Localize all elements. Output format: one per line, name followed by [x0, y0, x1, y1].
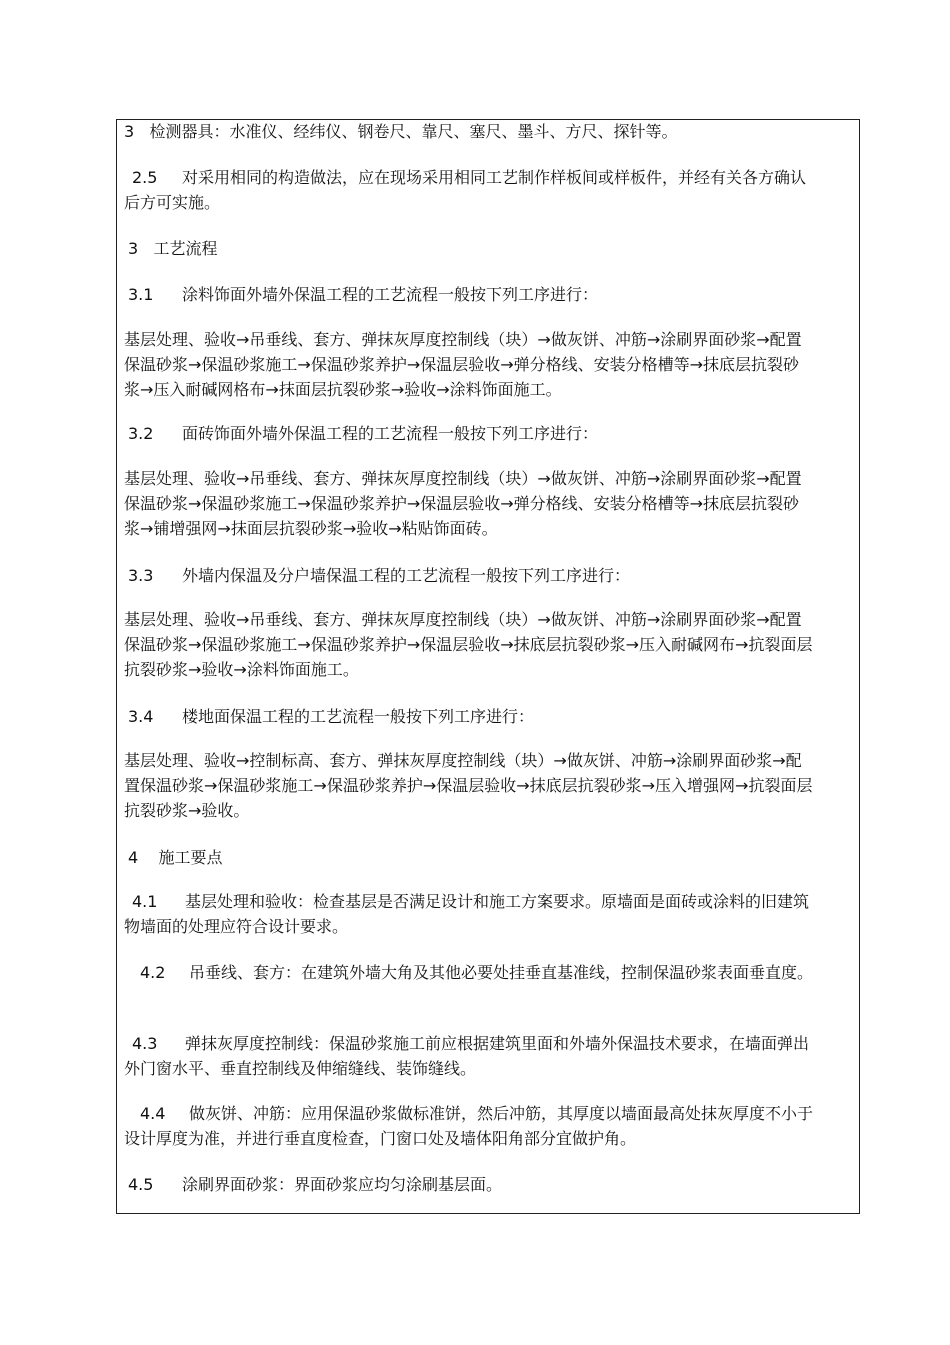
process-text: 基层处理、验收→吊垂线、套方、弹抹灰厚度控制线（块）→做灰饼、冲筋→涂刷界面砂浆→配置保温砂浆→保温砂浆施工→保温砂浆养护→保温层验收→抹底层抗裂砂浆→压入耐碱网布→抗裂面层抗裂砂浆→验收→涂料饰面施工。 — [124, 610, 813, 679]
item-text: 弹抹灰厚度控制线：保温砂浆施工前应根据建筑里面和外墙外保温技术要求，在墙面弹出外门窗水平、垂直控制线及伸缩缝线、装饰缝线。 — [124, 1034, 810, 1078]
process-text: 基层处理、验收→吊垂线、套方、弹抹灰厚度控制线（块）→做灰饼、冲筋→涂刷界面砂浆→配置保温砂浆→保温砂浆施工→保温砂浆养护→保温层验收→弹分格线、安装分格槽等→抹底层抗裂砂浆→压入耐碱网格布→抹面层抗裂砂浆→验收→涂料饰面施工。 — [124, 330, 802, 399]
item-number: 4.3 — [132, 1034, 158, 1053]
item-number: 3.2 — [128, 424, 154, 443]
item-text: 涂刷界面砂浆：界面砂浆应均匀涂刷基层面。 — [182, 1175, 503, 1194]
item-number: 4.5 — [128, 1175, 154, 1194]
item-number: 4.1 — [132, 892, 158, 911]
section-title: 工艺流程 — [153, 239, 218, 258]
item-number: 4.2 — [140, 963, 166, 982]
item-3-1 — [128, 282, 818, 307]
item-3-3 — [128, 563, 818, 588]
item-number: 3.1 — [128, 285, 154, 304]
item-number: 3 — [124, 122, 135, 141]
item-4-5 — [128, 1172, 818, 1197]
section-3-heading — [128, 236, 818, 261]
item-number: 3.3 — [128, 566, 154, 585]
item-number: 3.4 — [128, 707, 154, 726]
equipment-line — [124, 119, 814, 144]
item-number: 2.5 — [132, 168, 158, 187]
item-4-4 — [124, 1101, 814, 1151]
item-3-2 — [128, 421, 818, 446]
item-text: 做灰饼、冲筋：应用保温砂浆做标准饼，然后冲筋，其厚度以墙面最高处抹灰厚度不小于设计厚度为准，并进行垂直度检查，门窗口处及墙体阳角部分宜做护角。 — [124, 1104, 814, 1148]
item-4-1 — [124, 889, 814, 939]
item-2-5 — [124, 165, 814, 215]
item-text: 面砖饰面外墙外保温工程的工艺流程一般按下列工序进行： — [182, 424, 599, 443]
item-number: 4.4 — [140, 1104, 166, 1123]
process-text: 基层处理、验收→吊垂线、套方、弹抹灰厚度控制线（块）→做灰饼、冲筋→涂刷界面砂浆→配置保温砂浆→保温砂浆施工→保温砂浆养护→保温层验收→弹分格线、安装分格槽等→抹底层抗裂砂浆→铺增强网→抹面层抗裂砂浆→验收→粘贴饰面砖。 — [124, 469, 802, 538]
section-number: 4 — [128, 848, 139, 867]
item-3-4 — [128, 704, 818, 729]
item-4-3 — [124, 1031, 814, 1081]
item-text: 楼地面保温工程的工艺流程一般按下列工序进行： — [182, 707, 535, 726]
process-text: 基层处理、验收→控制标高、套方、弹抹灰厚度控制线（块）→做灰饼、冲筋→涂刷界面砂浆→配置保温砂浆→保温砂浆施工→保温砂浆养护→保温层验收→抹底层抗裂砂浆→压入增强网→抗裂面层抗裂砂浆→验收。 — [124, 751, 813, 820]
item-4-2 — [124, 960, 814, 985]
item-text: 涂料饰面外墙外保温工程的工艺流程一般按下列工序进行： — [182, 285, 599, 304]
process-flow-3-3 — [124, 607, 814, 682]
item-text: 外墙内保温及分户墙保温工程的工艺流程一般按下列工序进行： — [182, 566, 631, 585]
section-title: 施工要点 — [158, 848, 223, 867]
process-flow-3-4 — [124, 748, 814, 823]
process-flow-3-2 — [124, 466, 814, 541]
item-text: 检测器具：水准仪、经纬仪、钢卷尺、靠尺、塞尺、墨斗、方尺、探针等。 — [149, 122, 678, 141]
item-text: 吊垂线、套方：在建筑外墙大角及其他必要处挂垂直基准线，控制保温砂浆表面垂直度。 — [189, 963, 814, 982]
item-text: 基层处理和验收：检查基层是否满足设计和施工方案要求。原墙面是面砖或涂料的旧建筑物墙面的处理应符合设计要求。 — [124, 892, 810, 936]
item-text: 对采用相同的构造做法，应在现场采用相同工艺制作样板间或样板件，并经有关各方确认后方可实施。 — [124, 168, 807, 212]
process-flow-3-1 — [124, 327, 814, 402]
section-number: 3 — [128, 239, 139, 258]
section-4-heading — [128, 845, 818, 870]
